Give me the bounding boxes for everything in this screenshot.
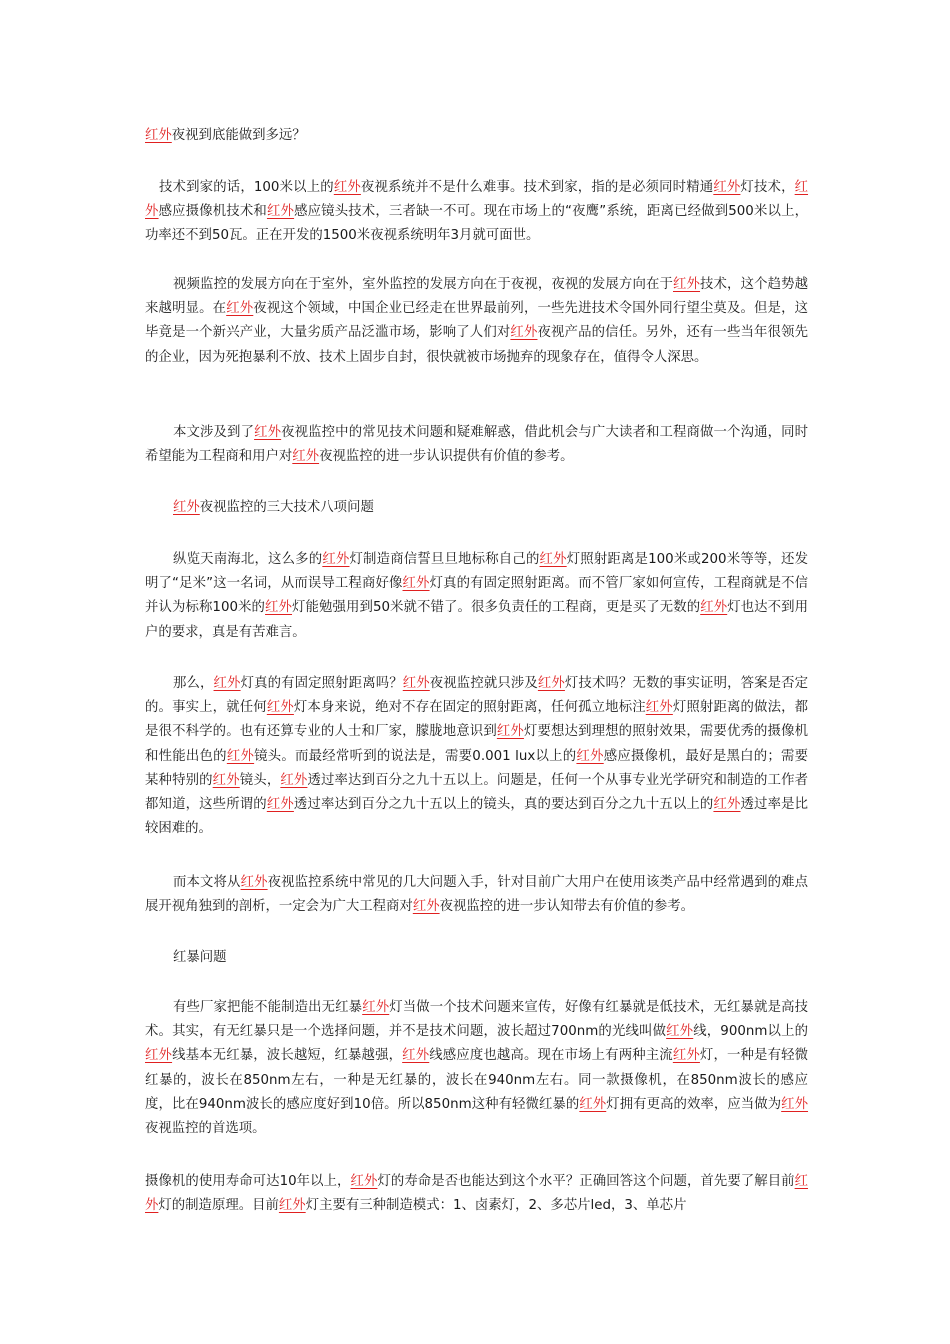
keyword-link[interactable]: 红外 — [280, 772, 308, 788]
text-run: 夜视监控的三大技术八项问题 — [199, 500, 374, 515]
keyword-link[interactable]: 红外 — [240, 875, 268, 890]
text-run: 夜视监控的进一步认知带去有价值的参考。 — [439, 899, 695, 915]
keyword-link[interactable]: 红外 — [265, 600, 293, 616]
keyword-link[interactable]: 红外 — [145, 1174, 809, 1214]
text-run: 灯，一种是有轻微红暴的，波长在850nm左右，一种是无红暴的，波长在940nm左右。同一款摄像机，在850nm波长的感应度，比在940nm波长的感应度好到10倍。所以850nm这种有轻微红暴的 — [145, 1048, 809, 1112]
text-run: 镜头， — [239, 772, 281, 788]
keyword-link[interactable]: 红外 — [350, 1174, 378, 1189]
keyword-link[interactable]: 红外 — [673, 277, 701, 292]
keyword-link[interactable]: 红外 — [402, 676, 430, 691]
text-run: 灯本身来说，绝对不存在固定的照射距离，任何孤立地标注 — [293, 700, 646, 716]
paragraph-1 — [145, 176, 808, 249]
text-run: 透过率达到百分之九十五以上。问题是，任何一个从事专业光学研究和制造的工作者都知道，这些所谓的 — [145, 772, 809, 813]
keyword-link[interactable]: 红外 — [579, 1096, 607, 1112]
keyword-link[interactable]: 红外 — [226, 748, 255, 764]
paragraph-3 — [145, 421, 808, 469]
keyword-link[interactable]: 红外 — [700, 600, 728, 616]
text-run: 线，900nm以上的 — [693, 1024, 809, 1040]
text-run: 感应摄像机，最好是黑白的；需要某种特别的 — [145, 748, 809, 788]
text-run: 灯的制造原理。目前 — [158, 1198, 279, 1214]
text-run: 灯照射距离是100米或200米等等，还发明了“足米”这一名词，从而误导工程商好像 — [145, 552, 809, 592]
text-run: 夜视系统并不是什么难事。技术到家，指的是必须同时精通 — [360, 180, 714, 195]
paragraph-8 — [145, 1170, 808, 1218]
keyword-link[interactable]: 红外 — [145, 128, 172, 143]
keyword-link[interactable]: 红外 — [145, 1048, 173, 1064]
text-run: 感应摄像机技术和 — [158, 204, 267, 220]
keyword-link[interactable]: 红外 — [781, 1096, 809, 1112]
text-run: 透过率是比较困难的。 — [145, 797, 809, 837]
text-run: 而本文将从 — [173, 875, 241, 890]
keyword-link[interactable]: 红外 — [212, 772, 240, 788]
text-run: 那么， — [173, 676, 214, 691]
text-run: 夜视监控的进一步认识提供有价值的参考。 — [319, 449, 574, 465]
keyword-link[interactable]: 红外 — [672, 1048, 700, 1064]
text-run: 夜视产品的信任。另外，还有一些当年很领先的企业，因为死抱暴利不放、技术上固步自封，很快就被市场抛弃的现象存在，值得令人深思。 — [145, 325, 809, 365]
paragraph-5 — [145, 672, 808, 841]
paragraph-2 — [145, 273, 808, 370]
text-run: 灯真的有固定照射距离。而不管厂家如何宣传，工程商就是不信并认为标称100米的 — [145, 576, 809, 616]
paragraph-4 — [145, 548, 808, 645]
keyword-link[interactable]: 红外 — [266, 797, 294, 813]
keyword-link[interactable]: 红外 — [213, 676, 241, 691]
text-run: 线基本无红暴，波长越短，红暴越强， — [172, 1048, 403, 1064]
keyword-link[interactable]: 红外 — [510, 325, 538, 341]
text-run: 镜头。而最经常听到的说法是，需要0.001 lux以上的 — [254, 748, 577, 764]
text-run: 纵览天南海北，这么多的 — [173, 552, 323, 567]
text-run: 灯当做一个技术问题来宣传，好像有红暴就是低技术，无红暴就是高技术。其实，有无红暴只是一个选择问题，并不是技术问题，波长超过700nm的光线叫做 — [145, 1000, 809, 1040]
keyword-link[interactable]: 红外 — [539, 552, 567, 567]
text-run: 有些厂家把能不能制造出无红暴 — [173, 1000, 363, 1015]
keyword-link[interactable]: 红外 — [266, 204, 295, 220]
text-run: 灯技术吗？无数的事实证明，答案是否定的。事实上，就任何 — [145, 676, 809, 716]
keyword-link[interactable]: 红外 — [713, 180, 741, 195]
text-run: 摄像机的使用寿命可达10年以上， — [145, 1174, 351, 1189]
text-run: 视频监控的发展方向在于室外，室外监控的发展方向在于夜视，夜视的发展方向在于 — [173, 277, 673, 292]
text-run: 灯拥有更高的效率，应当做为 — [606, 1096, 782, 1112]
keyword-link[interactable]: 红外 — [333, 180, 361, 195]
document-title — [145, 124, 306, 148]
text-run: 灯照射距离的做法，都是很不科学的。也有还算专业的人士和厂家，朦胧地意识到 — [145, 700, 809, 740]
paragraph-6 — [145, 871, 808, 919]
text-run: 夜视监控的首选项。 — [145, 1121, 266, 1137]
text-run: 透过率达到百分之九十五以上的镜头，真的要达到百分之九十五以上的 — [293, 797, 714, 813]
text-run: 夜视监控中的常见技术问题和疑难解惑，借此机会与广大读者和工程商做一个沟通，同时希望能为工程商和用户对 — [145, 425, 809, 465]
keyword-link[interactable]: 红外 — [645, 700, 673, 716]
keyword-link[interactable]: 红外 — [496, 724, 524, 740]
keyword-link[interactable]: 红外 — [173, 500, 200, 515]
keyword-link[interactable]: 红外 — [713, 797, 741, 813]
keyword-link[interactable]: 红外 — [278, 1198, 306, 1214]
keyword-link[interactable]: 红外 — [666, 1024, 694, 1040]
keyword-link[interactable]: 红外 — [322, 552, 350, 567]
keyword-link[interactable]: 红外 — [362, 1000, 390, 1015]
keyword-link[interactable]: 红外 — [402, 576, 430, 592]
text-run: 灯要想达到理想的照射效果，需要优秀的摄像机和性能出色的 — [145, 724, 809, 764]
text-run: 夜视这个领域，中国企业已经走在世界最前列，一些先进技术令国外同行望尘莫及。但是，这毕竟是一个新兴产业，大量劣质产品泛滥市场，影响了人们对 — [145, 301, 809, 341]
keyword-link[interactable]: 红外 — [402, 1048, 430, 1064]
text-run: 技术到家的话，100米以上的 — [159, 180, 334, 195]
text-run: 本文涉及到了 — [173, 425, 255, 440]
text-run: 技术，这个趋势越来越明显。在 — [145, 277, 809, 317]
keyword-link[interactable]: 红外 — [254, 425, 282, 440]
keyword-link[interactable]: 红外 — [145, 180, 809, 220]
text-run: 感应镜头技术，三者缺一不可。现在市场上的“夜鹰”系统，距离已经做到500米以上，功率还不到50瓦。正在开发的1500米夜视系统明年3月就可面世。 — [145, 204, 809, 244]
text-run: 夜视监控就只涉及 — [429, 676, 538, 691]
text-run: 夜视到底能做到多远？ — [171, 128, 306, 143]
text-run: 红暴问题 — [173, 950, 227, 965]
text-run: 灯能勉强用到50米就不错了。很多负责任的工程商，更是买了无数的 — [292, 600, 701, 616]
text-run: 灯的寿命是否也能达到这个水平？正确回答这个问题，首先要了解目前 — [377, 1174, 795, 1189]
keyword-link[interactable]: 红外 — [576, 748, 604, 764]
text-run: 灯制造商信誓旦旦地标称自己的 — [349, 552, 540, 567]
text-run: 灯技术， — [740, 180, 795, 195]
keyword-link[interactable]: 红外 — [537, 676, 565, 691]
text-run: 夜视监控系统中常见的几大问题入手，针对目前广大用户在使用该类产品中经常遇到的难点展开视角独到的剖析，一定会为广大工程商对 — [145, 875, 809, 915]
paragraph-7 — [145, 996, 808, 1141]
section-heading-red-glow — [145, 946, 227, 970]
section-heading-three-tech-issues — [145, 496, 374, 520]
text-run: 灯也达不到用户的要求，真是有苦难言。 — [145, 600, 809, 640]
keyword-link[interactable]: 红外 — [292, 449, 320, 465]
text-run: 灯真的有固定照射距离吗？ — [240, 676, 403, 691]
keyword-link[interactable]: 红外 — [412, 899, 440, 915]
keyword-link[interactable]: 红外 — [226, 301, 254, 317]
keyword-link[interactable]: 红外 — [266, 700, 294, 716]
text-run: 线感应度也越高。现在市场上有两种主流 — [429, 1048, 673, 1064]
text-run: 灯主要有三种制造模式：1、卤素灯，2、多芯片led，3、单芯片 — [305, 1198, 687, 1214]
